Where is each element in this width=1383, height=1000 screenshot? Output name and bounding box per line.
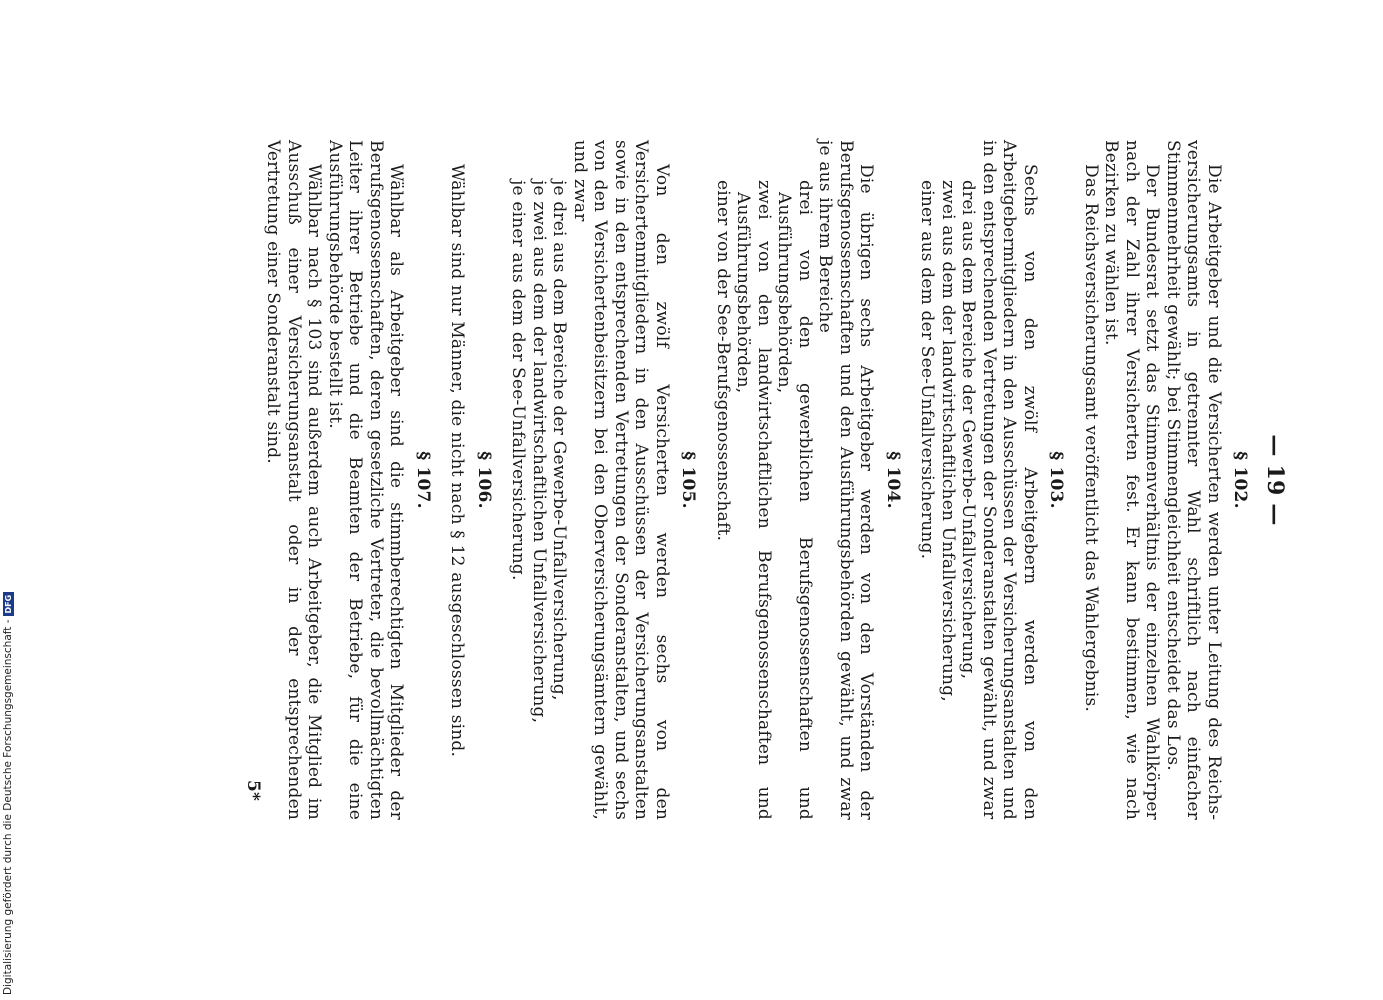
section-heading-105: § 105.	[678, 451, 699, 509]
paragraph: Von den zwölf Versicherten werden sechs von den Versichertenmitgliedern in den Ausschüssen der Versicherungsanstalten sowie in den entsprechenden Vertretungen der Sonderanstalten, und sechs von den Versichertenbeisitzern bei den Oberversicherungsämtern gewählt, und zwar	[570, 140, 672, 820]
list-item: drei von den gewerblichen Berufsgenossenschaften und Ausführungsbehörden,	[774, 180, 815, 820]
rotated-text-block	[145, 140, 1288, 820]
digitization-credit	[2, 592, 14, 995]
section-heading-102: § 102.	[1230, 451, 1251, 509]
section-heading-104: § 104.	[883, 451, 903, 509]
credit-text: Digitalisierung gefördert durch die Deutsche Forschungsgemeinschaft -	[2, 619, 14, 995]
list-item: zwei von den landwirtschaftlichen Berufsgenossenschaften und Ausführungsbehörden,	[733, 180, 774, 820]
signature-mark: 5*	[243, 780, 263, 802]
paragraph: Sechs von den zwölf Arbeitgebern werden von den Arbeitgebermitgliedern in den Ausschüssen der Versicherungsanstalten und in den entsprechenden Vertretungen der Sonderanstalten gewählt, und zwar	[979, 140, 1040, 820]
paragraph: Das Reichsversicherungsamt veröffentlicht das Wahlergebnis.	[1081, 164, 1101, 713]
list-item: einer von der See-Berufsgenossenschaft.	[713, 180, 733, 542]
page-number: — 19 —	[1262, 434, 1288, 526]
paragraph: Wählbar als Arbeitgeber sind die stimmberechtigten Mitglieder der Berufsgenossenschaften, deren gesetzliche Vertreter, die bevollmächtigten Leiter ihrer Betriebe und die Beamten der Betriebe, für die eine Ausführungsbehörde bestellt ist.	[325, 140, 407, 820]
list-item: drei aus dem Bereiche der Gewerbe-Unfallversicherung,	[958, 180, 979, 680]
paragraph: Der Bundesrat setzt das Stimmenverhältnis der einzelnen Wahlkörper nach der Zahl ihrer Versicherten fest. Er kann bestimmen, wie nach Bezirken zu wählen ist.	[1101, 140, 1163, 820]
list-item: einer aus dem der See-Unfallversicherung.	[917, 180, 938, 560]
section-heading-103: § 103.	[1046, 451, 1067, 509]
list-item: je zwei aus dem der landwirtschaftlichen Unfallversicherung,	[529, 180, 549, 724]
paragraph: Wählbar sind nur Männer, die nicht nach § 12 ausgeschlossen sind.	[447, 164, 468, 758]
dfg-logo: DFG	[3, 592, 14, 617]
paragraph: Wählbar nach § 103 sind außerdem auch Arbeitgeber, die Mitglied im Ausschuß einer Versicherungsanstalt oder in der entsprechenden Vertretung einer Sonderanstalt sind.	[263, 140, 325, 820]
paragraph: Die übrigen sechs Arbeitgeber werden von den Vorständen der Berufsgenossenschaften und den Ausführungsbehörden gewählt, und zwar je aus ihrem Bereiche	[815, 140, 877, 820]
paragraph: Die Arbeitgeber und die Versicherten werden unter Leitung des Reichsversicherungsamts in getrennter Wahl schriftlich nach einfacher Stimmenmehrheit gewählt; bei Stimmengleichheit entscheidet das Los.	[1163, 140, 1224, 820]
list-item: je drei aus dem Bereiche der Gewerbe-Unfallversicherung,	[549, 180, 570, 701]
list-item: zwei aus dem der landwirtschaftlichen Unfallversicherung,	[938, 180, 958, 702]
document-page	[145, 140, 1288, 840]
list-item: je einer aus dem der See-Unfallversicherung.	[508, 180, 529, 581]
section-heading-107: § 107.	[413, 451, 433, 509]
section-heading-106: § 106.	[474, 451, 494, 509]
